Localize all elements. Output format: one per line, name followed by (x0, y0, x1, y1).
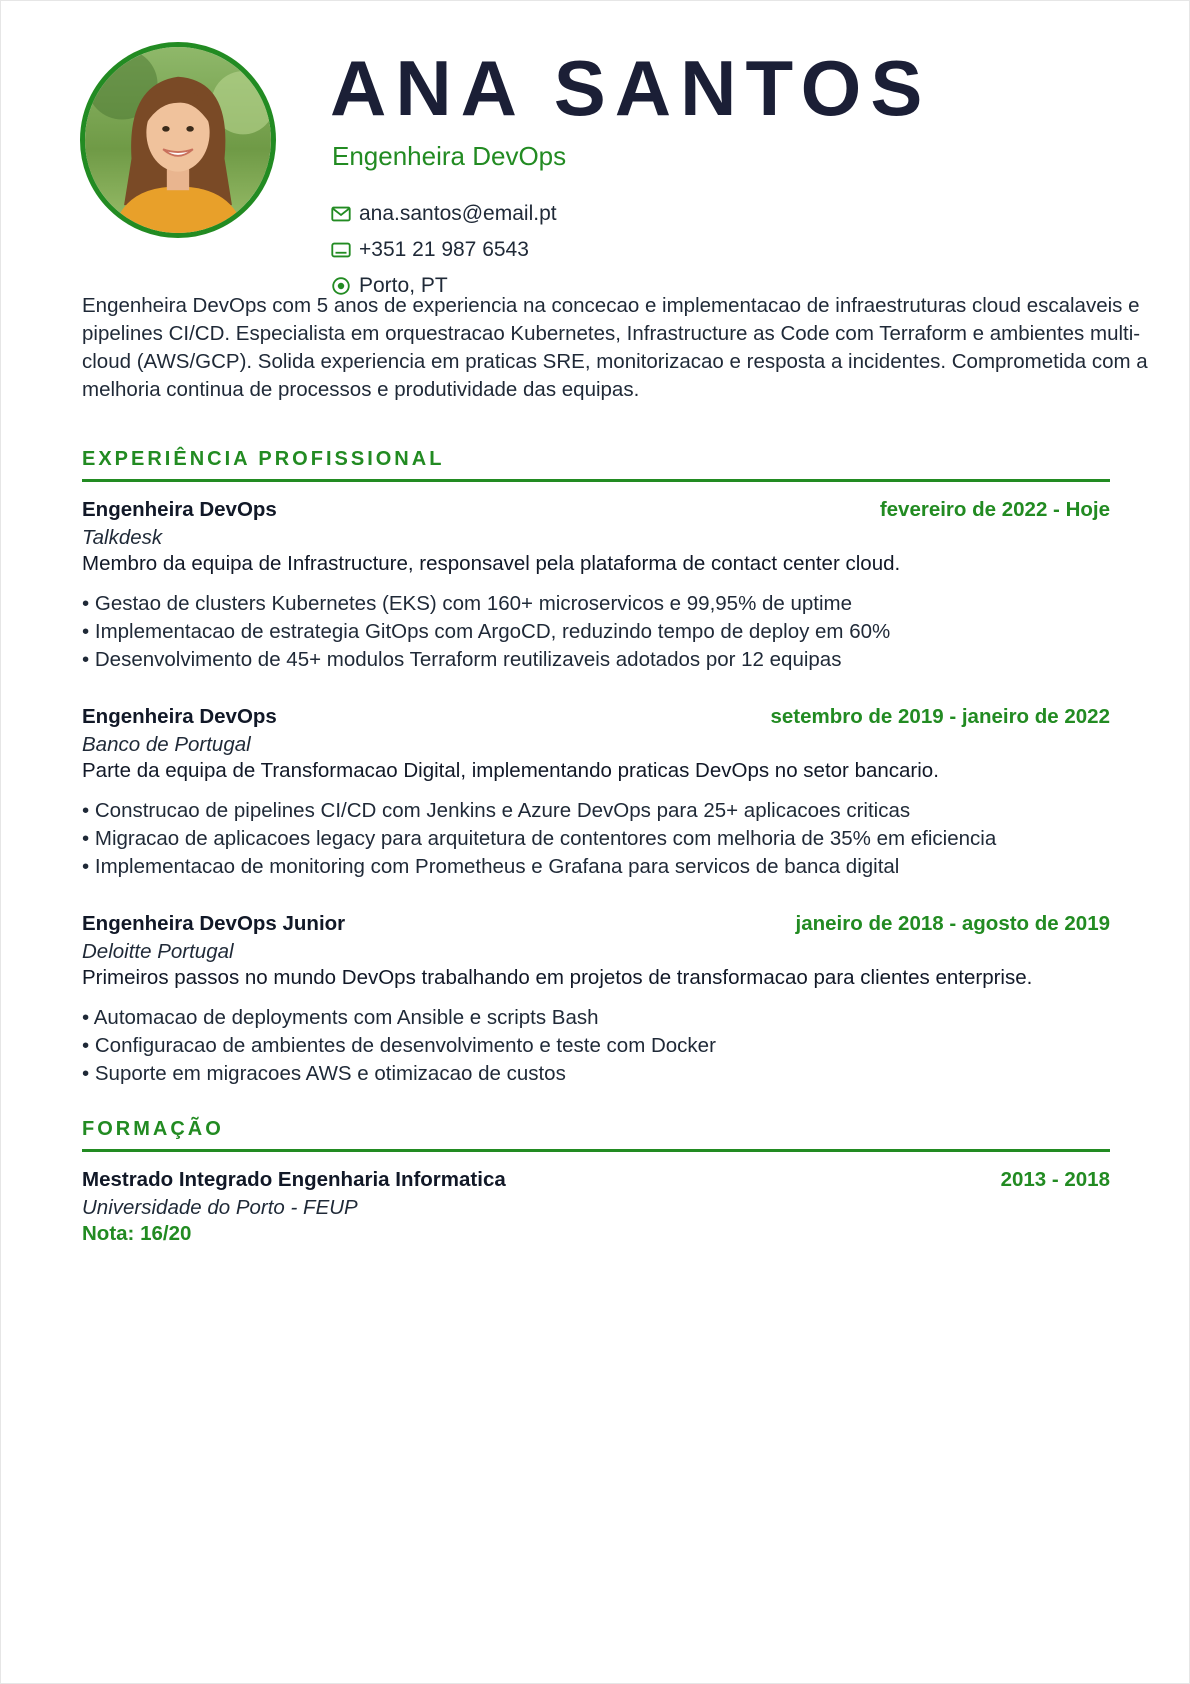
professional-summary: Engenheira DevOps com 5 anos de experiencia na concecao e implementacao de infraestruturas cloud escalaveis e pipelines CI/CD. Especialista em orquestracao Kubernetes, Infrastructure as Code com Terraform e ambientes multi-cloud (AWS/GCP). Solida experiencia em praticas SRE, monitorizacao e resposta a incidentes. Comprometida com a melhoria continua de processos e produtividade das equipas. (82, 294, 1148, 401)
achievement-list (82, 797, 1110, 881)
job-description: Membro da equipa de Infrastructure, responsavel pela plataforma de contact center cloud. (82, 552, 901, 575)
achievement-list (82, 1004, 1110, 1088)
achievement-item: • Migracao de aplicacoes legacy para arquitetura de contentores com melhoria de 35% em eficiencia (82, 827, 997, 850)
achievement-item: • Implementacao de estrategia GitOps com ArgoCD, reduzindo tempo de deploy em 60% (82, 620, 891, 643)
job-dates: fevereiro de 2022 - Hoje (879, 498, 1110, 521)
education-entry (82, 1168, 1110, 1246)
final-grade: Nota: 16/20 (82, 1222, 192, 1245)
section-divider (82, 1149, 1110, 1152)
experience-entry (82, 498, 1110, 674)
job-description: Parte da equipa de Transformacao Digital, implementando praticas DevOps no setor bancario. (82, 759, 939, 782)
job-description: Primeiros passos no mundo DevOps trabalhando em projetos de transformacao para clientes enterprise. (82, 966, 1033, 989)
company-name: Deloitte Portugal (82, 940, 234, 963)
company-name: Banco de Portugal (82, 733, 251, 756)
job-dates: janeiro de 2018 - agosto de 2019 (795, 912, 1110, 935)
envelope-icon (330, 203, 352, 225)
phone-icon (330, 239, 352, 261)
contact-phone (330, 238, 529, 262)
job-title: Engenheira DevOps (332, 141, 567, 171)
section-divider (82, 479, 1110, 482)
achievement-item: • Suporte em migracoes AWS e otimizacao de custos (82, 1062, 566, 1085)
school-name: Universidade do Porto - FEUP (82, 1196, 358, 1219)
section-title-experience: EXPERIÊNCIA PROFISSIONAL (82, 448, 445, 470)
location-text: Porto, PT (359, 274, 448, 297)
job-role: Engenheira DevOps Junior (82, 912, 346, 935)
achievement-list (82, 590, 1110, 674)
achievement-item: • Automacao de deployments com Ansible e scripts Bash (82, 1006, 599, 1029)
section-title-education: FORMAÇÃO (82, 1118, 224, 1140)
achievement-item: • Construcao de pipelines CI/CD com Jenkins e Azure DevOps para 25+ aplicacoes criticas (82, 799, 911, 822)
achievement-item: • Desenvolvimento de 45+ modulos Terraform reutilizaveis adotados por 12 equipas (82, 648, 842, 671)
degree-name: Mestrado Integrado Engenharia Informatica (82, 1168, 506, 1191)
company-name: Talkdesk (82, 526, 163, 549)
job-dates: setembro de 2019 - janeiro de 2022 (770, 705, 1110, 728)
achievement-item: • Configuracao de ambientes de desenvolvimento e teste com Docker (82, 1034, 716, 1057)
profile-photo (80, 42, 276, 238)
experience-entry (82, 705, 1110, 881)
education-dates: 2013 - 2018 (1000, 1168, 1110, 1191)
email-text: ana.santos@email.pt (359, 202, 557, 225)
phone-text: +351 21 987 6543 (359, 238, 529, 261)
contact-email (330, 202, 557, 226)
experience-entry (82, 912, 1110, 1088)
achievement-item: • Gestao de clusters Kubernetes (EKS) com 160+ microservicos e 99,95% de uptime (82, 592, 853, 615)
job-role: Engenheira DevOps (82, 498, 277, 521)
job-role: Engenheira DevOps (82, 705, 277, 728)
candidate-name: ANA SANTOS (330, 44, 932, 132)
achievement-item: • Implementacao de monitoring com Prometheus e Grafana para servicos de banca digital (82, 855, 900, 878)
